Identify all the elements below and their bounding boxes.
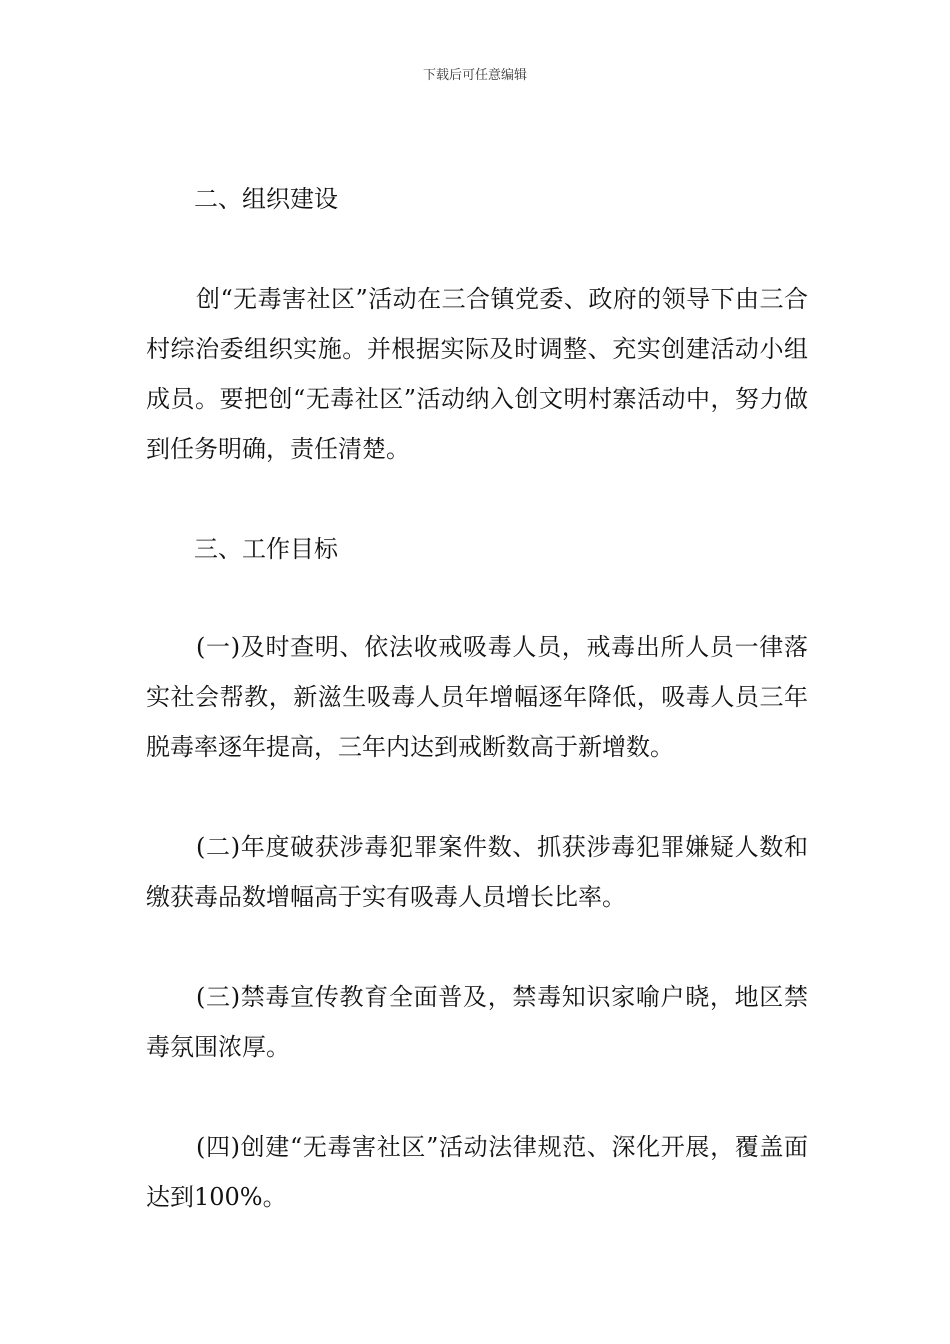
goal-item-3: (三)禁毒宣传教育全面普及，禁毒知识家喻户晓，地区禁毒氛围浓厚。 [146, 983, 808, 1061]
goal-item-1: (一)及时查明、依法收戒吸毒人员，戒毒出所人员一律落实社会帮教，新滋生吸毒人员年增幅逐年降低，吸毒人员三年脱毒率逐年提高，三年内达到戒断数高于新增数。 [146, 633, 808, 761]
section-heading-organization: 二、组织建设 [194, 185, 338, 213]
page-header-note: 下载后可任意编辑 [422, 68, 527, 83]
paragraph-organization: 创“无毒害社区”活动在三合镇党委、政府的领导下由三合村综治委组织实施。并根据实际及时调整、充实创建活动小组成员。要把创“无毒社区”活动纳入创文明村寨活动中，努力做到任务明确，责任清楚。 [146, 285, 808, 463]
goal-item-2: (二)年度破获涉毒犯罪案件数、抓获涉毒犯罪嫌疑人数和缴获毒品数增幅高于实有吸毒人员增长比率。 [146, 833, 808, 911]
section-heading-goals: 三、工作目标 [194, 535, 338, 563]
goal-item-4: (四)创建“无毒害社区”活动法律规范、深化开展，覆盖面达到100%。 [146, 1133, 808, 1211]
